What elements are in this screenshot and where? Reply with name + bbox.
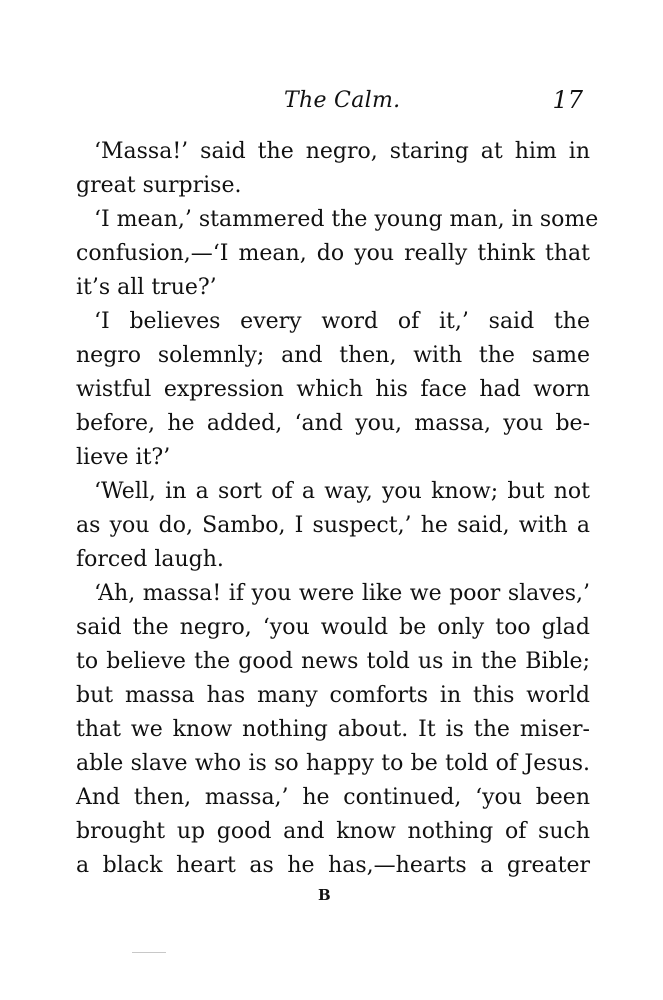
text-line: able slave who is so happy to be told of Jesus. — [76, 751, 590, 776]
text-line: ‘I mean,’ stammered the young man, in some — [94, 207, 599, 232]
text-line: ‘Massa!’ said the negro, staring at him in — [94, 139, 590, 164]
page-number: 17 — [552, 86, 583, 114]
text-line: great surprise. — [76, 173, 242, 198]
text-line: said the negro, ‘you would be only too glad — [76, 615, 590, 640]
text-line: forced laugh. — [76, 547, 224, 572]
text-line: confusion,—‘I mean, do you really think that — [76, 241, 590, 266]
scan-blemish — [132, 952, 166, 953]
text-line: brought up good and know nothing of such — [76, 819, 590, 844]
running-title: The Calm. — [284, 88, 401, 113]
text-line: ‘I believes every word of it,’ said the — [94, 309, 590, 334]
text-line: a black heart as he has,—hearts a greater — [76, 853, 590, 878]
text-line: that we know nothing about. It is the miser- — [76, 717, 590, 742]
text-line: before, he added, ‘and you, massa, you be- — [76, 411, 590, 436]
text-line: And then, massa,’ he continued, ‘you been — [76, 785, 590, 810]
text-line: it’s all true?’ — [76, 275, 217, 300]
text-line: lieve it?’ — [76, 445, 171, 470]
text-line: but massa has many comforts in this world — [76, 683, 590, 708]
text-line: wistful expression which his face had worn — [76, 377, 590, 402]
text-line: to believe the good news told us in the Bible; — [76, 649, 590, 674]
body-text — [76, 135, 599, 883]
text-line: ‘Ah, massa! if you were like we poor slaves,’ — [94, 581, 590, 606]
signature-mark: B — [318, 886, 332, 904]
text-line: ‘Well, in a sort of a way, you know; but not — [94, 479, 590, 504]
text-line: as you do, Sambo, I suspect,’ he said, with a — [76, 513, 590, 538]
text-line: negro solemnly; and then, with the same — [76, 343, 590, 368]
